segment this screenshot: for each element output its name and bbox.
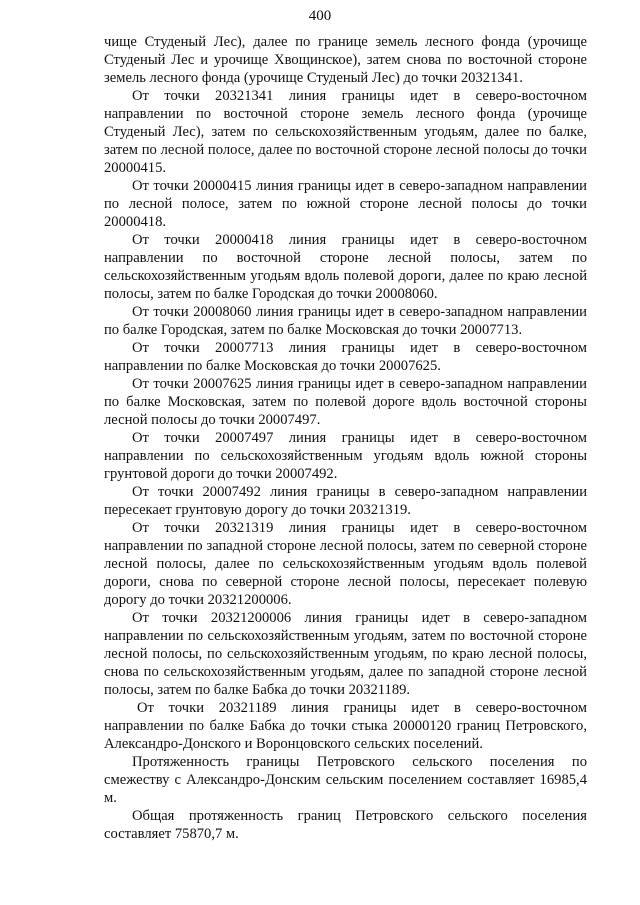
paragraph-point-20321319: От точки 20321319 линия границы идет в северо-восточном направлении по западной стороне лесной полосы, затем по северной стороне лесной полосы, далее по сельскохозяйственным угодьям вдоль полевой дороги, снова по северной стороне лесной полосы, пересекает полевую дорогу до точки 20321200006. xyxy=(104,520,587,608)
paragraph-point-20000415: От точки 20000415 линия границы идет в северо-западном направлении по лесной полосе, затем по южной стороне лесной полосы до точки 20000418. xyxy=(104,178,587,230)
paragraph-total-border-length: Общая протяженность границ Петровского сельского поселения составляет 75870,7 м. xyxy=(104,808,587,842)
document-body xyxy=(104,33,587,843)
paragraph-point-20321189: От точки 20321189 линия границы идет в северо-восточном направлении по балке Бабка до точки стыка 20000120 границ Петровского, Александро-Донского и Воронцовского сельских поселений. xyxy=(104,700,587,752)
paragraph-border-length-alexandro-donskoe: Протяженность границы Петровского сельского поселения по смежеству с Александро-Донским сельским поселением составляет 16985,4 м. xyxy=(104,754,587,806)
paragraph-continuation: чище Студеный Лес), далее по границе земель лесного фонда (урочище Студеный Лес и урочище Хвощинское), затем снова по восточной стороне земель лесного фонда (урочище Студеный Лес) до точки 20321341. xyxy=(104,34,587,86)
paragraph-point-20007492: От точки 20007492 линия границы в северо-западном направлении пересекает грунтовую дорогу до точки 20321319. xyxy=(104,484,587,518)
paragraph-point-20000418: От точки 20000418 линия границы идет в северо-восточном направлении по восточной стороне лесной полосы, затем по сельскохозяйственным угодьям вдоль полевой дороги, далее по краю лесной полосы, затем по балке Городская до точки 20008060. xyxy=(104,232,587,302)
paragraph-point-20321200006: От точки 20321200006 линия границы идет в северо-западном направлении по сельскохозяйственным угодьям, затем по восточной стороне лесной полосы, по сельскохозяйственным угодьям, по краю лесной полосы, снова по сельскохозяйственным угодьям, далее по западной стороне лесной полосы, затем по балке Бабка до точки 20321189. xyxy=(104,610,587,698)
paragraph-point-20008060: От точки 20008060 линия границы идет в северо-западном направлении по балке Городская, затем по балке Московская до точки 20007713. xyxy=(104,304,587,338)
paragraph-point-20321341: От точки 20321341 линия границы идет в северо-восточном направлении по восточной стороне земель лесного фонда (урочище Студеный Лес), затем по сельскохозяйственным угодьям, далее по балке, затем по лесной полосе, далее по восточной стороне лесной полосы до точки 20000415. xyxy=(104,88,587,176)
page-number: 400 xyxy=(308,8,332,24)
paragraph-point-20007625: От точки 20007625 линия границы идет в северо-западном направлении по балке Московская, затем по полевой дороге вдоль восточной стороны лесной полосы до точки 20007497. xyxy=(104,376,587,428)
paragraph-point-20007497: От точки 20007497 линия границы идет в северо-восточном направлении по сельскохозяйственным угодьям вдоль южной стороны грунтовой дороги до точки 20007492. xyxy=(104,430,587,482)
paragraph-point-20007713: От точки 20007713 линия границы идет в северо-восточном направлении по балке Московская до точки 20007625. xyxy=(104,340,587,374)
